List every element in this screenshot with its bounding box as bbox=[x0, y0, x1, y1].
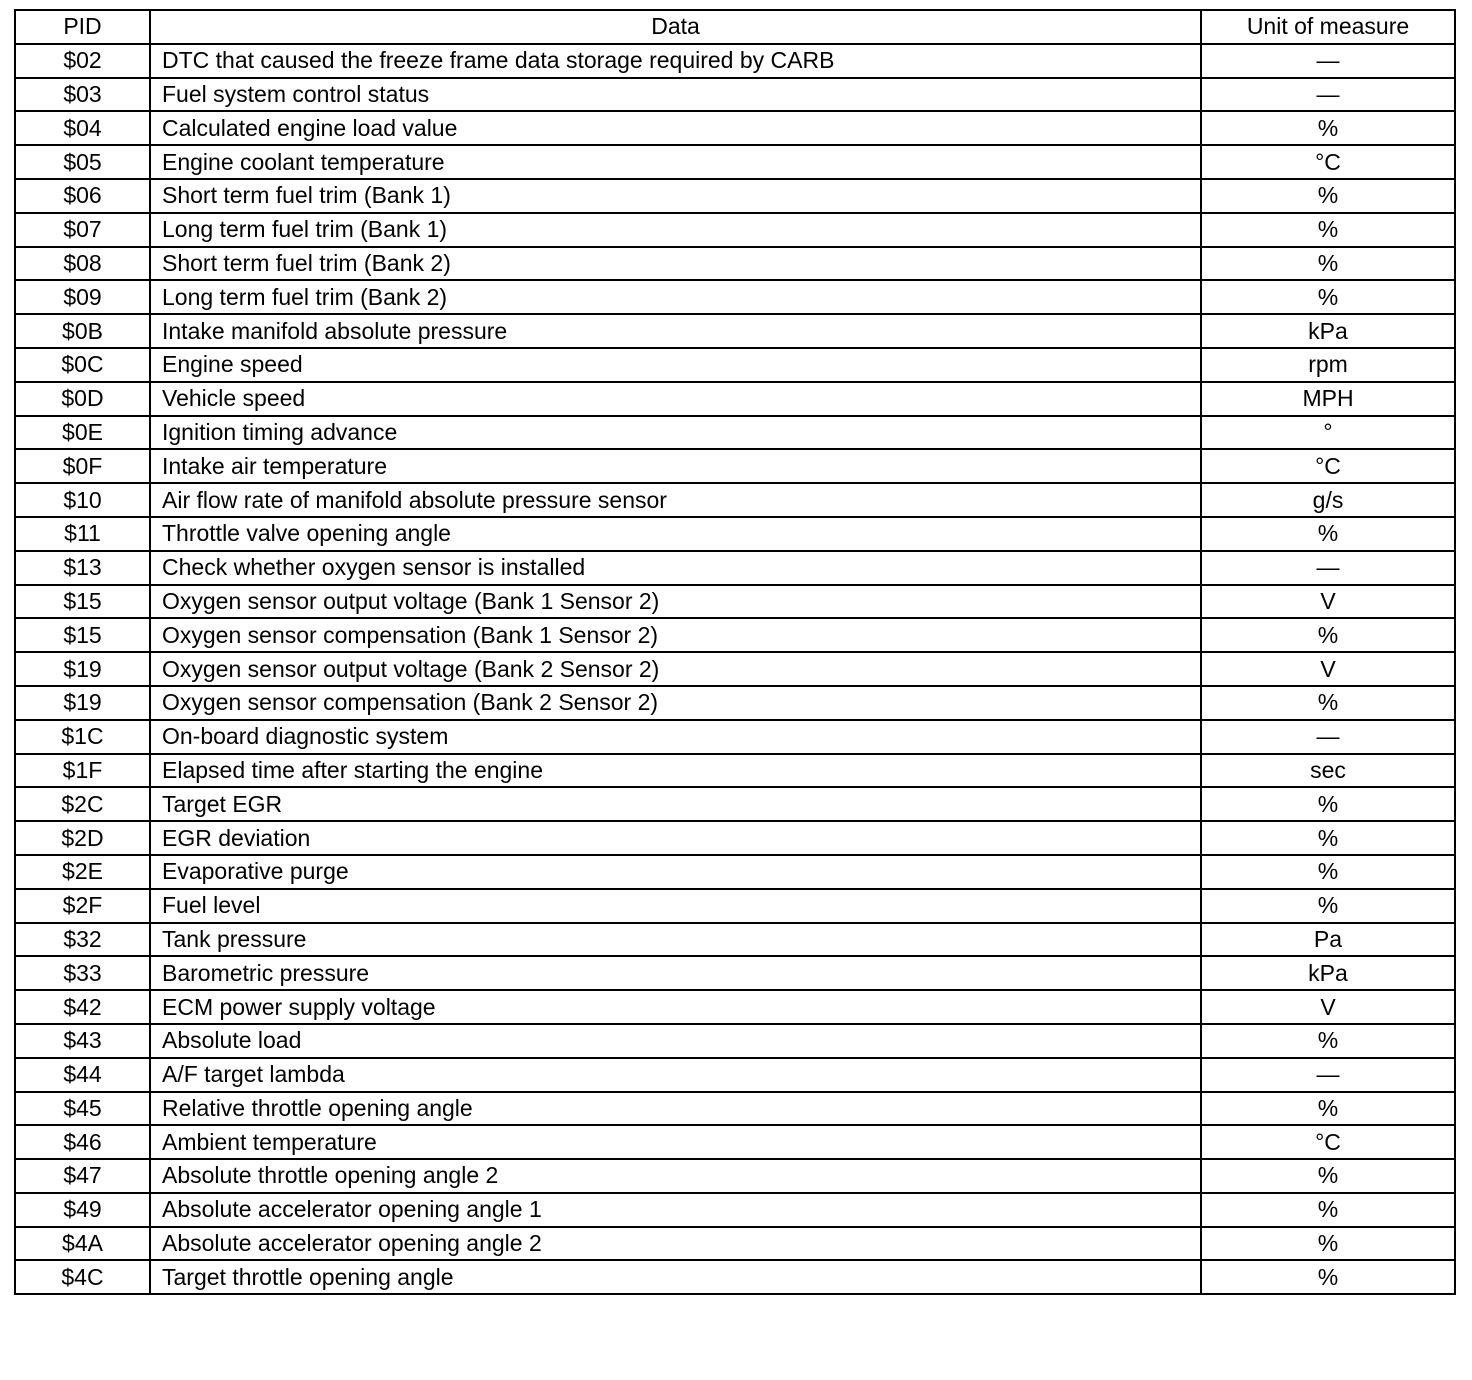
pid-cell: $02 bbox=[15, 44, 150, 78]
table-row bbox=[15, 247, 1455, 281]
table-row bbox=[15, 855, 1455, 889]
pid-cell: $07 bbox=[15, 213, 150, 247]
data-description-cell: Relative throttle opening angle bbox=[150, 1092, 1201, 1126]
data-description-cell: Target throttle opening angle bbox=[150, 1260, 1201, 1294]
data-description-cell: Check whether oxygen sensor is installed bbox=[150, 551, 1201, 585]
data-description-cell: Throttle valve opening angle bbox=[150, 517, 1201, 551]
data-description-cell: Intake manifold absolute pressure bbox=[150, 314, 1201, 348]
pid-cell: $46 bbox=[15, 1125, 150, 1159]
table-row bbox=[15, 754, 1455, 788]
pid-cell: $43 bbox=[15, 1024, 150, 1058]
pid-cell: $2C bbox=[15, 787, 150, 821]
table-row bbox=[15, 449, 1455, 483]
table-row bbox=[15, 1024, 1455, 1058]
table-row bbox=[15, 787, 1455, 821]
data-description-cell: Air flow rate of manifold absolute pressure sensor bbox=[150, 483, 1201, 517]
table-row bbox=[15, 111, 1455, 145]
unit-cell: % bbox=[1201, 179, 1455, 213]
table-row bbox=[15, 1260, 1455, 1294]
data-description-cell: A/F target lambda bbox=[150, 1058, 1201, 1092]
pid-cell: $49 bbox=[15, 1193, 150, 1227]
pid-cell: $0D bbox=[15, 382, 150, 416]
data-description-cell: Short term fuel trim (Bank 2) bbox=[150, 247, 1201, 281]
data-description-cell: Ignition timing advance bbox=[150, 416, 1201, 450]
pid-cell: $0B bbox=[15, 314, 150, 348]
data-description-cell: Oxygen sensor output voltage (Bank 1 Sensor 2) bbox=[150, 585, 1201, 619]
table-row bbox=[15, 382, 1455, 416]
pid-cell: $04 bbox=[15, 111, 150, 145]
table-row bbox=[15, 821, 1455, 855]
pid-cell: $44 bbox=[15, 1058, 150, 1092]
pid-cell: $0C bbox=[15, 348, 150, 382]
data-description-cell: Barometric pressure bbox=[150, 956, 1201, 990]
data-description-cell: Absolute accelerator opening angle 2 bbox=[150, 1227, 1201, 1261]
data-description-cell: Engine coolant temperature bbox=[150, 145, 1201, 179]
data-description-cell: DTC that caused the freeze frame data storage required by CARB bbox=[150, 44, 1201, 78]
pid-cell: $15 bbox=[15, 618, 150, 652]
data-description-cell: Oxygen sensor compensation (Bank 2 Sensor 2) bbox=[150, 686, 1201, 720]
pid-cell: $11 bbox=[15, 517, 150, 551]
table-row bbox=[15, 145, 1455, 179]
table-row bbox=[15, 1092, 1455, 1126]
data-description-cell: Fuel system control status bbox=[150, 78, 1201, 112]
unit-cell: % bbox=[1201, 1092, 1455, 1126]
unit-cell: V bbox=[1201, 990, 1455, 1024]
unit-cell: V bbox=[1201, 652, 1455, 686]
table-header bbox=[15, 10, 1455, 44]
data-description-cell: Absolute throttle opening angle 2 bbox=[150, 1159, 1201, 1193]
pid-cell: $15 bbox=[15, 585, 150, 619]
table-row bbox=[15, 956, 1455, 990]
data-description-cell: Target EGR bbox=[150, 787, 1201, 821]
pid-cell: $1F bbox=[15, 754, 150, 788]
table-row bbox=[15, 1058, 1455, 1092]
data-description-cell: Evaporative purge bbox=[150, 855, 1201, 889]
data-description-cell: Oxygen sensor compensation (Bank 1 Sensor 2) bbox=[150, 618, 1201, 652]
table-row bbox=[15, 551, 1455, 585]
data-description-cell: Oxygen sensor output voltage (Bank 2 Sensor 2) bbox=[150, 652, 1201, 686]
pid-cell: $42 bbox=[15, 990, 150, 1024]
unit-cell: % bbox=[1201, 247, 1455, 281]
unit-cell: % bbox=[1201, 855, 1455, 889]
unit-cell: rpm bbox=[1201, 348, 1455, 382]
pid-cell: $2F bbox=[15, 889, 150, 923]
table-row bbox=[15, 416, 1455, 450]
unit-cell: % bbox=[1201, 821, 1455, 855]
unit-cell: kPa bbox=[1201, 314, 1455, 348]
unit-cell: % bbox=[1201, 213, 1455, 247]
unit-cell: % bbox=[1201, 889, 1455, 923]
pid-data-table bbox=[14, 9, 1456, 1295]
table-row bbox=[15, 517, 1455, 551]
data-description-cell: Absolute accelerator opening angle 1 bbox=[150, 1193, 1201, 1227]
pid-cell: $03 bbox=[15, 78, 150, 112]
unit-cell: — bbox=[1201, 551, 1455, 585]
table-row bbox=[15, 686, 1455, 720]
data-description-cell: Elapsed time after starting the engine bbox=[150, 754, 1201, 788]
table-row bbox=[15, 652, 1455, 686]
table-row bbox=[15, 280, 1455, 314]
data-description-cell: Vehicle speed bbox=[150, 382, 1201, 416]
unit-cell: % bbox=[1201, 787, 1455, 821]
table-row bbox=[15, 213, 1455, 247]
data-description-cell: Long term fuel trim (Bank 1) bbox=[150, 213, 1201, 247]
pid-cell: $10 bbox=[15, 483, 150, 517]
data-description-cell: Engine speed bbox=[150, 348, 1201, 382]
data-description-cell: Fuel level bbox=[150, 889, 1201, 923]
data-description-cell: Intake air temperature bbox=[150, 449, 1201, 483]
unit-cell: % bbox=[1201, 1024, 1455, 1058]
pid-cell: $09 bbox=[15, 280, 150, 314]
table-row bbox=[15, 1227, 1455, 1261]
pid-cell: $08 bbox=[15, 247, 150, 281]
table-row bbox=[15, 1125, 1455, 1159]
table-row bbox=[15, 618, 1455, 652]
table-body bbox=[15, 44, 1455, 1294]
data-description-cell: Short term fuel trim (Bank 1) bbox=[150, 179, 1201, 213]
pid-cell: $2D bbox=[15, 821, 150, 855]
pid-cell: $45 bbox=[15, 1092, 150, 1126]
pid-cell: $1C bbox=[15, 720, 150, 754]
data-description-cell: Calculated engine load value bbox=[150, 111, 1201, 145]
data-description-cell: Ambient temperature bbox=[150, 1125, 1201, 1159]
table-row bbox=[15, 314, 1455, 348]
table-row bbox=[15, 585, 1455, 619]
header-row bbox=[15, 10, 1455, 44]
unit-cell: % bbox=[1201, 686, 1455, 720]
unit-cell: — bbox=[1201, 78, 1455, 112]
table-row bbox=[15, 78, 1455, 112]
unit-cell: % bbox=[1201, 1193, 1455, 1227]
pid-cell: $05 bbox=[15, 145, 150, 179]
table-row bbox=[15, 483, 1455, 517]
unit-cell: °C bbox=[1201, 449, 1455, 483]
column-header-pid: PID bbox=[15, 10, 150, 44]
unit-cell: — bbox=[1201, 1058, 1455, 1092]
table-row bbox=[15, 44, 1455, 78]
table-row bbox=[15, 1159, 1455, 1193]
unit-cell: °C bbox=[1201, 1125, 1455, 1159]
data-description-cell: Tank pressure bbox=[150, 923, 1201, 957]
unit-cell: % bbox=[1201, 1260, 1455, 1294]
data-description-cell: Long term fuel trim (Bank 2) bbox=[150, 280, 1201, 314]
unit-cell: ° bbox=[1201, 416, 1455, 450]
unit-cell: kPa bbox=[1201, 956, 1455, 990]
unit-cell: — bbox=[1201, 44, 1455, 78]
pid-cell: $13 bbox=[15, 551, 150, 585]
unit-cell: % bbox=[1201, 1227, 1455, 1261]
unit-cell: % bbox=[1201, 280, 1455, 314]
data-description-cell: Absolute load bbox=[150, 1024, 1201, 1058]
pid-cell: $4C bbox=[15, 1260, 150, 1294]
unit-cell: Pa bbox=[1201, 923, 1455, 957]
table-row bbox=[15, 179, 1455, 213]
unit-cell: — bbox=[1201, 720, 1455, 754]
pid-cell: $33 bbox=[15, 956, 150, 990]
unit-cell: MPH bbox=[1201, 382, 1455, 416]
table-row bbox=[15, 990, 1455, 1024]
unit-cell: g/s bbox=[1201, 483, 1455, 517]
unit-cell: % bbox=[1201, 1159, 1455, 1193]
unit-cell: % bbox=[1201, 517, 1455, 551]
pid-cell: $4A bbox=[15, 1227, 150, 1261]
data-description-cell: ECM power supply voltage bbox=[150, 990, 1201, 1024]
pid-cell: $06 bbox=[15, 179, 150, 213]
table-row bbox=[15, 923, 1455, 957]
column-header-data: Data bbox=[150, 10, 1201, 44]
pid-cell: $32 bbox=[15, 923, 150, 957]
table-row bbox=[15, 1193, 1455, 1227]
data-description-cell: EGR deviation bbox=[150, 821, 1201, 855]
unit-cell: % bbox=[1201, 111, 1455, 145]
pid-cell: $0E bbox=[15, 416, 150, 450]
column-header-unit: Unit of measure bbox=[1201, 10, 1455, 44]
pid-cell: $47 bbox=[15, 1159, 150, 1193]
table-row bbox=[15, 720, 1455, 754]
unit-cell: sec bbox=[1201, 754, 1455, 788]
unit-cell: °C bbox=[1201, 145, 1455, 179]
pid-cell: $19 bbox=[15, 652, 150, 686]
unit-cell: V bbox=[1201, 585, 1455, 619]
unit-cell: % bbox=[1201, 618, 1455, 652]
pid-cell: $0F bbox=[15, 449, 150, 483]
table-row bbox=[15, 348, 1455, 382]
pid-cell: $2E bbox=[15, 855, 150, 889]
table-row bbox=[15, 889, 1455, 923]
pid-cell: $19 bbox=[15, 686, 150, 720]
data-description-cell: On-board diagnostic system bbox=[150, 720, 1201, 754]
